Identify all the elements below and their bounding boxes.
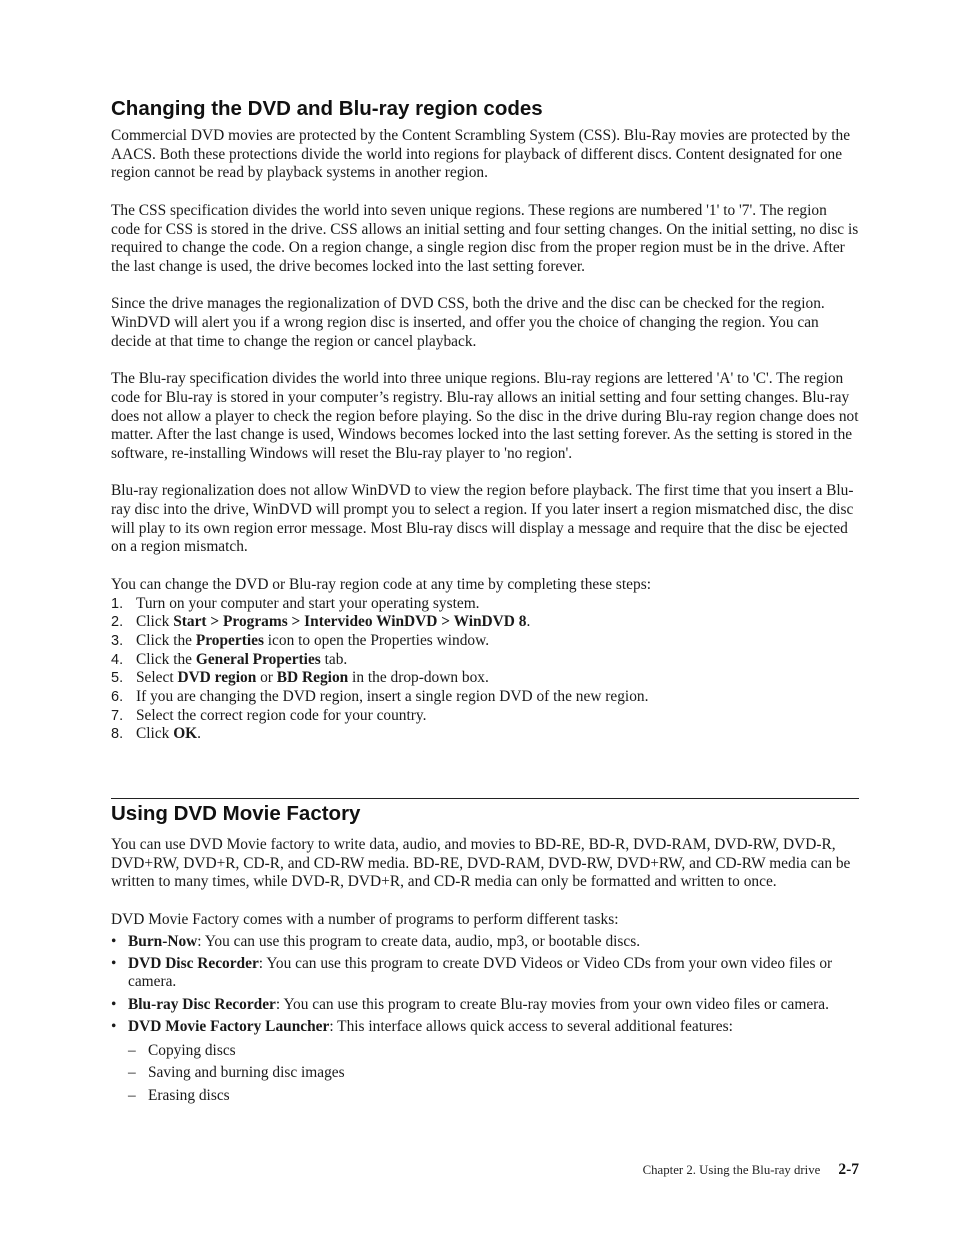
list-item: [111, 1018, 859, 1106]
step-item: [111, 707, 859, 726]
step-text: Select: [136, 669, 178, 687]
chapter-label: Chapter 2. Using the Blu-ray drive: [642, 1163, 821, 1177]
step-number: 2.: [111, 614, 124, 631]
dash-glyph: –: [128, 1086, 136, 1104]
steps-list: [111, 595, 859, 745]
step-number: 5.: [111, 670, 124, 687]
step-bold-text: DVD region: [177, 669, 257, 687]
step-text: icon to open the Properties window.: [263, 631, 490, 649]
step-item: [111, 595, 859, 614]
step-item: [111, 725, 859, 744]
feature-sublist: [128, 1042, 859, 1106]
step-bold-text: OK: [173, 725, 198, 743]
bullet-glyph: •: [111, 954, 117, 972]
list-item-title: Burn-Now: [128, 932, 198, 950]
step-text: .: [197, 725, 202, 743]
sublist-item-text: Erasing discs: [148, 1086, 230, 1104]
list-item: [111, 996, 859, 1015]
step-item: [111, 651, 859, 670]
section-divider: [111, 798, 859, 799]
paragraph: You can use DVD Movie factory to write data, audio, and movies to BD-RE, BD-R, DVD-RAM, DVD-RW, DVD-R, DVD+RW, DVD+R, CD-R, and CD-RW media. BD-RE, DVD-RAM, DVD-RW, DVD+RW, and CD-RW media can be written to many times, while DVD-R, DVD+R, and CD-R media can only be formatted and written to once.: [111, 836, 851, 891]
bullet-glyph: •: [111, 995, 117, 1013]
step-text: tab.: [320, 650, 348, 668]
section-heading-region-codes: Changing the DVD and Blu-ray region codes: [111, 97, 543, 120]
sublist-item: [128, 1087, 859, 1106]
movie-factory-body: [111, 836, 859, 1110]
step-item: [111, 613, 859, 632]
sublist-item: [128, 1064, 859, 1083]
paragraph: Commercial DVD movies are protected by the Content Scrambling System (CSS). Blu-Ray movies are protected by the AACS. Both these protections divide the world into regions for playback of different discs. Content designated for one region cannot be read by playback systems in another region.: [111, 127, 851, 182]
bullet-glyph: •: [111, 932, 117, 950]
sublist-item-text: Saving and burning disc images: [148, 1064, 345, 1082]
page-footer: [643, 1161, 859, 1179]
step-number: 1.: [111, 595, 124, 612]
step-number: 7.: [111, 707, 124, 724]
region-codes-body: [111, 127, 859, 744]
step-text: Turn on your computer and start your operating system.: [136, 594, 480, 612]
paragraph: The CSS specification divides the world into seven unique regions. These regions are numbered '1' to '7'. The region code for CSS is stored in the drive. CSS allows an initial setting and four setting changes. On the initial setting, no disc is required to change the code. On a region change, a single region disc from the proper region must be in the drive. After the last change is used, the drive becomes locked into the last setting forever.: [111, 201, 859, 275]
list-item: [111, 955, 859, 992]
sublist-item-text: Copying discs: [148, 1041, 236, 1059]
paragraph: The Blu-ray specification divides the world into three unique regions. Blu-ray regions are lettered 'A' to 'C'. The region code for Blu-ray is stored in your computer’s registry. Blu-ray allows an initial setting and four setting changes. Blu-ray does not allow a player to check the region before playing. So the disc in the drive during Blu-ray region change does not matter. After the last change is used, Windows becomes locked into the last setting forever. As the setting is stored in the software, re-installing Windows will reset the Blu-ray player to 'no region'.: [111, 370, 859, 462]
step-text: .: [526, 613, 531, 631]
step-text: Click: [136, 613, 174, 631]
list-intro: DVD Movie Factory comes with a number of programs to perform different tasks:: [111, 910, 619, 928]
list-item-text: : This interface allows quick access to several additional features:: [329, 1017, 733, 1035]
list-item-text: : You can use this program to create Blu-ray movies from your own video files or camera.: [275, 995, 829, 1013]
step-number: 3.: [111, 632, 124, 649]
step-text: Click the: [136, 650, 196, 668]
step-text: Select the correct region code for your country.: [136, 706, 427, 724]
step-text: Click the: [136, 631, 196, 649]
step-text: in the drop-down box.: [348, 669, 489, 687]
steps-intro: You can change the DVD or Blu-ray region code at any time by completing these steps:: [111, 575, 651, 593]
section-heading-movie-factory: Using DVD Movie Factory: [111, 802, 361, 825]
step-text: or: [256, 669, 277, 687]
step-bold-text: Start > Programs > Intervideo WinDVD > WinDVD 8: [173, 613, 527, 631]
list-item-title: Blu-ray Disc Recorder: [128, 995, 276, 1013]
list-item-text: : You can use this program to create data, audio, mp3, or bootable discs.: [197, 932, 641, 950]
list-item-title: DVD Disc Recorder: [128, 954, 259, 972]
bullet-glyph: •: [111, 1017, 117, 1035]
step-bold-text: Properties: [195, 631, 264, 649]
step-number: 4.: [111, 651, 124, 668]
step-text: If you are changing the DVD region, insert a single region DVD of the new region.: [136, 688, 649, 706]
page-number: 2-7: [838, 1161, 859, 1178]
step-bold-text: BD Region: [276, 669, 349, 687]
paragraph: Blu-ray regionalization does not allow WinDVD to view the region before playback. The first time that you insert a Blu-ray disc into the drive, WinDVD will prompt you to select a region. If you later insert a region mismatched disc, the disc will play to its own region error message. Most Blu-ray discs will display a message and require that the disc be ejected on a region mismatch.: [111, 482, 854, 556]
step-bold-text: General Properties: [195, 650, 321, 668]
list-item-text: : You can use this program to create DVD Videos or Video CDs from your own video files or camera.: [128, 954, 833, 991]
step-text: Click: [136, 725, 174, 743]
program-list: [111, 933, 859, 1106]
step-item: [111, 669, 859, 688]
step-item: [111, 688, 859, 707]
dash-glyph: –: [128, 1064, 136, 1082]
step-item: [111, 632, 859, 651]
dash-glyph: –: [128, 1041, 136, 1059]
list-item: [111, 933, 859, 952]
paragraph: Since the drive manages the regionalization of DVD CSS, both the drive and the disc can be checked for the region. WinDVD will alert you if a wrong region disc is inserted, and offer you the choice of changing the region. You can decide at that time to change the region or cancel playback.: [111, 295, 825, 350]
step-number: 8.: [111, 726, 124, 743]
sublist-item: [128, 1042, 859, 1061]
list-item-title: DVD Movie Factory Launcher: [128, 1017, 330, 1035]
step-number: 6.: [111, 689, 124, 706]
